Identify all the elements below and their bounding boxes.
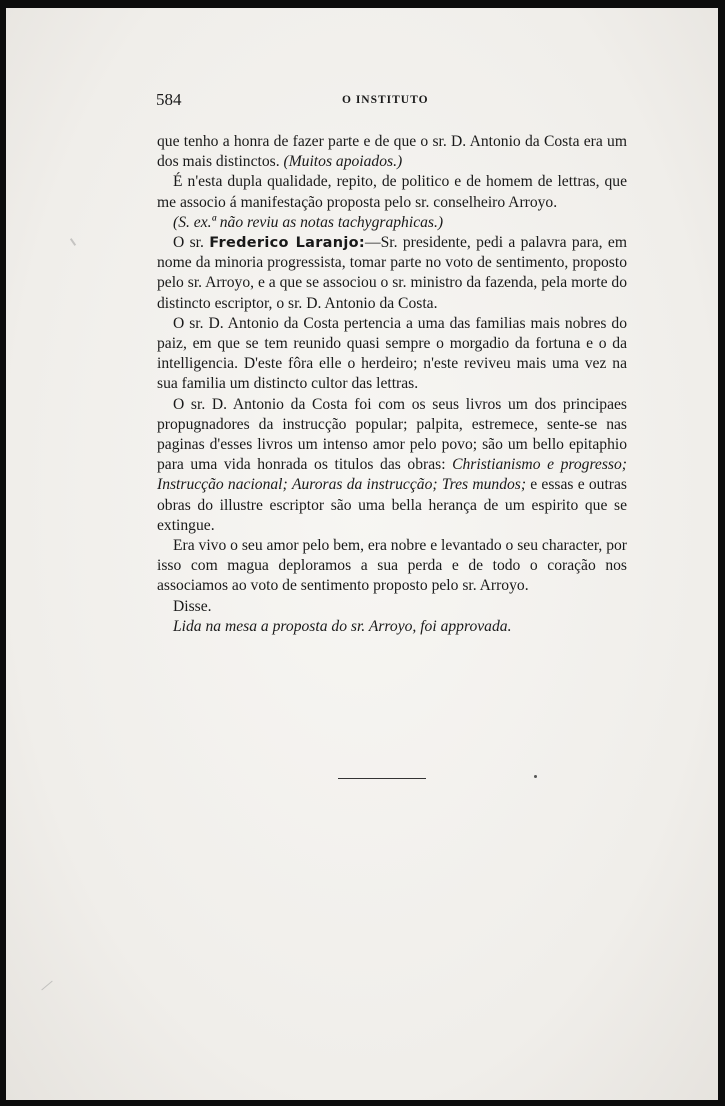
paragraph: É n'esta dupla qualidade, repito, de politico e de homem de lettras, que me associo á manifestação proposta pelo sr. conselheiro Arroyo.	[157, 173, 627, 211]
closing-note: Lida na mesa a proposta do sr. Arroyo, foi approvada.	[173, 617, 512, 635]
book-title: Auroras da instrucção;	[291, 476, 438, 494]
paragraph: Disse.	[173, 597, 212, 615]
page-number: 584	[156, 90, 182, 109]
body-text	[157, 132, 627, 637]
book-title: Tres mundos;	[441, 476, 527, 494]
paragraph: Era vivo o seu amor pelo bem, era nobre e levantado o seu character, por isso com magua deploramos a sua perda e de todo o coração nos associamos ao voto de sentimento proposto pelo sr. Arroyo.	[157, 537, 628, 595]
ink-speck	[534, 775, 537, 778]
interjection: (Muitos apoiados.)	[283, 153, 403, 171]
speaker-name: Frederico Laranjo:	[209, 235, 366, 252]
scan-mark	[70, 238, 76, 246]
paragraph-text: —Sr. presidente, pedi a palavra para, em nome da minoria progressista, tomar parte no voto de sentimento, proposto pelo sr. Arroyo, e a que se associou o sr. ministro da fazenda, pela morte do distincto escriptor, o sr. D. Antonio da Costa.	[157, 234, 627, 312]
note: (S. ex.ª não reviu as notas tachygraphicas.)	[173, 213, 444, 231]
paragraph-text: O sr.	[173, 234, 204, 252]
scan-mark	[41, 981, 52, 991]
section-rule	[338, 778, 426, 779]
paragraph-text: O sr. D. Antonio da Costa foi com os seus livros um dos principaes propugnadores da instrucção popular; palpita, estremece, sente-se nas paginas d'esses livros um intenso amor pelo povo; são um bello epitaphio para uma vida honrada os titulos das obras:	[157, 395, 627, 474]
paragraph-text: e essas e outras obras do illustre escriptor são uma bella herança de um espirito que se extingue.	[157, 476, 627, 534]
paragraph	[157, 395, 627, 536]
book-title: Christianismo e progresso;	[452, 456, 627, 474]
book-title: Instrucção nacional;	[157, 476, 288, 494]
paragraph	[157, 132, 627, 172]
paragraph: O sr. D. Antonio da Costa pertencia a uma das familias mais nobres do paiz, em que se tem reunido quasi sempre o morgadio da fortuna e o da intelligencia. D'este fôra elle o herdeiro; n'este reviveu mais uma vez na sua familia um distincto cultor das lettras.	[157, 314, 627, 393]
paragraph-text: que tenho a honra de fazer parte e de que o sr. D. Antonio da Costa era um dos mais distinctos.	[157, 133, 627, 171]
running-head: O INSTITUTO	[342, 94, 429, 106]
page-header	[156, 90, 626, 110]
paragraph	[157, 233, 627, 314]
